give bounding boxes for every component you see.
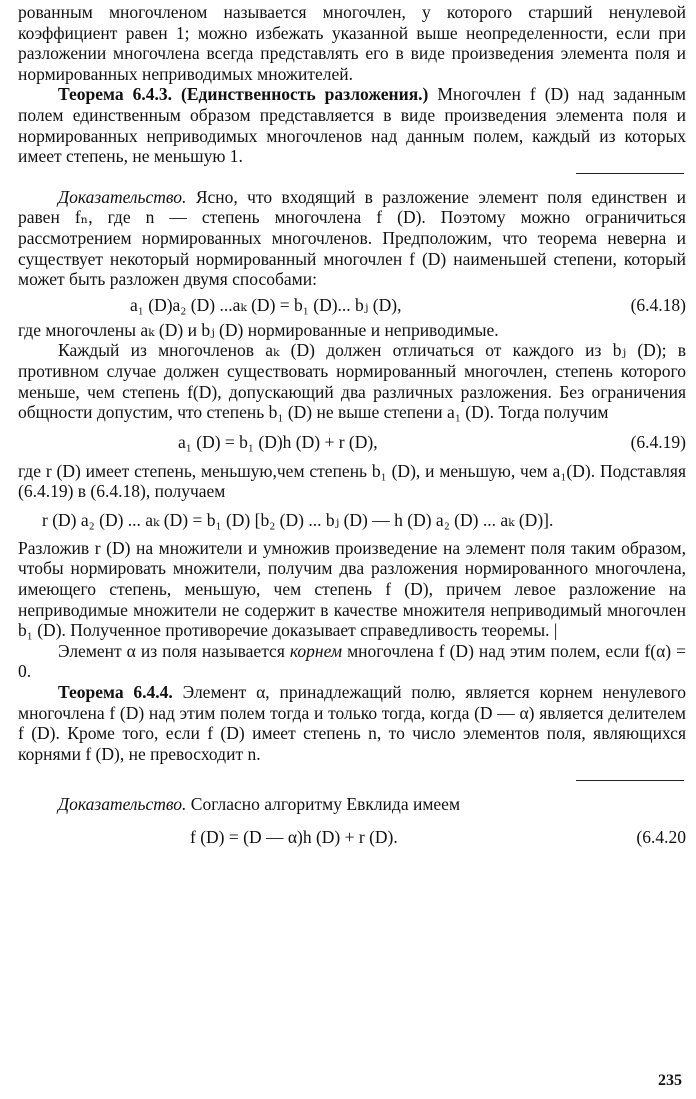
root-definition-end: многочлена f (D) над этим полем, если f(α) = 0. bbox=[18, 640, 687, 682]
paragraph-continuation: рованным многочленом называется многочлен, у которого старший ненулевой коэффициент равен 1; можно избежать указанной выше неопределенности, если при разложении многочлена всегда представлять его в виде произведения элемента поля и нормированных неприводимых множителей. bbox=[18, 2, 686, 84]
proof-label: Доказательство. bbox=[58, 186, 187, 207]
equation-6-4-19-number: (6.4.19) bbox=[630, 431, 686, 452]
theorem-6-4-4-text: Элемент α, принадлежащий полю, является корнем ненулевого многочлена f (D) над этим полем тогда и только тогда, когда (D — α) является делителем f (D). Кроме того, если f (D) имеет степень n, то число элементов поля, являющихся корнями f (D), не превосходит n. bbox=[18, 682, 686, 764]
paragraph-contradiction: Разложив r (D) на множители и умножив произведение на элемент поля таким образом, чтобы нормировать множители, получим два разложения нормированного многочлена, имеющего степень, меньшую, чем степень f (D), причем левое разложение на неприводимые множители не содержит в качестве множителя неприводимый многочлен b₁ (D). Полученное противоречие доказывает справедливость теоремы. | bbox=[18, 537, 686, 641]
equation-substitution-formula: r (D) a₂ (D) ... aₖ (D) = b₁ (D) [b₂ (D) ... bⱼ (D) — h (D) a₂ (D) ... aₖ (D)]. bbox=[42, 509, 554, 530]
proof-paragraph-1 bbox=[18, 187, 686, 290]
equation-6-4-19-formula: a₁ (D) = b₁ (D)h (D) + r (D), bbox=[178, 431, 378, 452]
proof-paragraph-2 bbox=[18, 794, 686, 815]
end-of-theorem-rule bbox=[18, 167, 686, 179]
equation-6-4-18 bbox=[18, 290, 686, 320]
page-number: 235 bbox=[658, 1072, 682, 1089]
theorem-6-4-3-text: Многочлен f (D) над заданным полем единственным образом представляется в виде произведения элемента поля и нормированных неприводимых многочленов над данным полем, каждый из которых имеет степень, не меньшую 1. bbox=[18, 84, 686, 167]
equation-6-4-18-number: (6.4.18) bbox=[630, 294, 686, 315]
equation-6-4-20-formula: f (D) = (D — α)h (D) + r (D). bbox=[190, 827, 398, 847]
paragraph-normalized: где многочлены aₖ (D) и bⱼ (D) нормированные и неприводимые. bbox=[18, 319, 499, 340]
page-body bbox=[18, 2, 686, 859]
proof-label-2: Доказательство. bbox=[58, 794, 187, 815]
proof-text: Ясно, что входящий в разложение элемент поля единствен и равен fₙ, где n — степень многочлена f (D). Поэтому можно ограничиться рассмотрением нормированных многочленов. Предположим, что теорема неверна и существует некоторый нормированный многочлен f (D) наименьшей степени, который может быть разложен двумя способами: bbox=[18, 186, 686, 290]
root-term: корнем bbox=[289, 640, 343, 661]
theorem-6-4-3 bbox=[18, 84, 686, 166]
theorem-6-4-4 bbox=[18, 682, 686, 764]
root-definition-start: Элемент α из поля называется bbox=[58, 640, 290, 661]
theorem-6-4-4-heading: Теорема 6.4.4. bbox=[58, 682, 173, 703]
equation-6-4-20 bbox=[18, 815, 686, 859]
root-definition bbox=[18, 641, 686, 682]
equation-6-4-18-formula: a₁ (D)a₂ (D) ...aₖ (D) = b₁ (D)... bⱼ (D), bbox=[130, 294, 402, 315]
equation-6-4-19 bbox=[18, 423, 686, 461]
equation-substitution bbox=[18, 502, 686, 538]
theorem-6-4-3-heading: Теорема 6.4.3. (Единственность разложения.) bbox=[58, 84, 429, 105]
end-of-theorem-rule-2 bbox=[18, 764, 686, 786]
paragraph-each-polynomial: Каждый из многочленов aₖ (D) должен отличаться от каждого из bⱼ (D); в противном случае должен существовать нормированный многочлен, степень которого меньше, чем степень f(D), допускающий два различных разложения. Без ограничения общности допустим, что степень b₁ (D) не выше степени a₁ (D). Тогда получим bbox=[18, 340, 686, 423]
equation-6-4-20-number: (6.4.20 bbox=[636, 827, 686, 847]
proof-text-2: Согласно алгоритму Евклида имеем bbox=[186, 794, 461, 815]
paragraph-substituting: где r (D) имеет степень, меньшую,чем степень b₁ (D), и меньшую, чем a₁(D). Подставляя (6.4.19) в (6.4.18), получаем bbox=[18, 460, 686, 502]
